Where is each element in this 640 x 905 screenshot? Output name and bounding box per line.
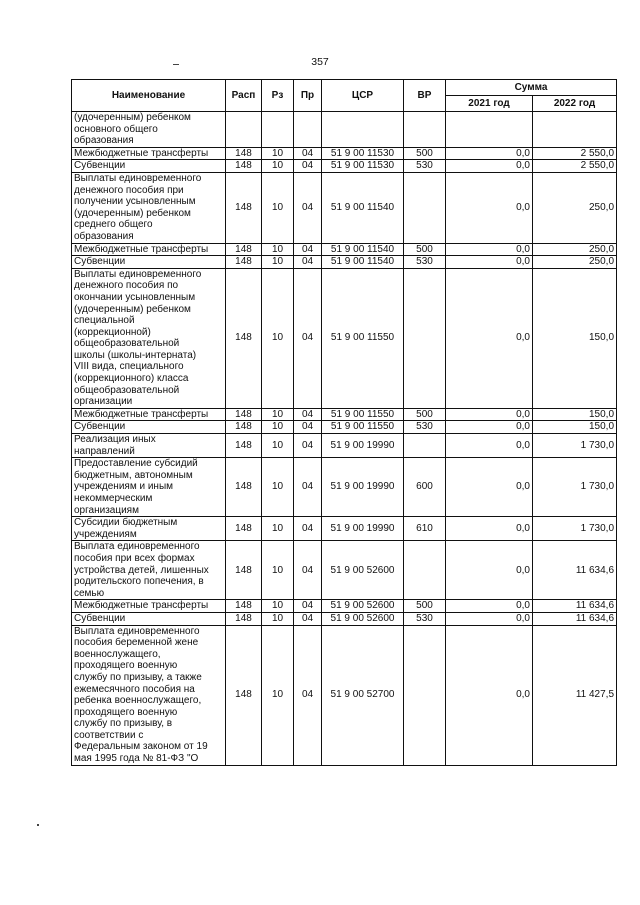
stray-dash-mark <box>173 64 179 65</box>
cell-y2022: 11 634,6 <box>533 541 617 600</box>
cell-y2021: 0,0 <box>446 172 533 243</box>
cell-y2021: 0,0 <box>446 517 533 541</box>
cell-y2021: 0,0 <box>446 541 533 600</box>
cell-y2021: 0,0 <box>446 612 533 625</box>
cell-y2022: 150,0 <box>533 408 617 421</box>
cell-vr: 610 <box>404 517 446 541</box>
cell-pr: 04 <box>294 256 322 269</box>
cell-csr: 51 9 00 11540 <box>322 256 404 269</box>
cell-csr: 51 9 00 11540 <box>322 243 404 256</box>
budget-table <box>71 79 617 766</box>
cell-y2021: 0,0 <box>446 256 533 269</box>
cell-rasp: 148 <box>226 160 262 173</box>
cell-pr: 04 <box>294 541 322 600</box>
table-row <box>72 517 617 541</box>
cell-rasp: 148 <box>226 458 262 517</box>
cell-rz: 10 <box>262 600 294 613</box>
cell-pr: 04 <box>294 408 322 421</box>
cell-name: Межбюджетные трансферты <box>72 600 226 613</box>
cell-vr: 500 <box>404 147 446 160</box>
cell-y2021: 0,0 <box>446 434 533 458</box>
cell-pr: 04 <box>294 612 322 625</box>
cell-y2022: 11 634,6 <box>533 612 617 625</box>
cell-rasp: 148 <box>226 408 262 421</box>
cell-pr: 04 <box>294 517 322 541</box>
table-row <box>72 112 617 148</box>
cell-pr: 04 <box>294 147 322 160</box>
cell-name: Субвенции <box>72 421 226 434</box>
table-row <box>72 243 617 256</box>
cell-vr: 500 <box>404 243 446 256</box>
cell-pr: 04 <box>294 625 322 765</box>
header-name: Наименование <box>72 80 226 112</box>
table-row <box>72 147 617 160</box>
table-body <box>72 112 617 766</box>
header-vr: ВР <box>404 80 446 112</box>
cell-vr <box>404 625 446 765</box>
cell-csr: 51 9 00 19990 <box>322 517 404 541</box>
cell-y2022: 2 550,0 <box>533 147 617 160</box>
cell-rz: 10 <box>262 408 294 421</box>
cell-rasp: 148 <box>226 600 262 613</box>
cell-rz: 10 <box>262 612 294 625</box>
cell-rz: 10 <box>262 172 294 243</box>
cell-y2022 <box>533 112 617 148</box>
cell-name: Субсидии бюджетным учреждениям <box>72 517 226 541</box>
cell-rz: 10 <box>262 268 294 408</box>
cell-vr <box>404 541 446 600</box>
cell-y2022: 11 634,6 <box>533 600 617 613</box>
cell-pr: 04 <box>294 458 322 517</box>
table-row <box>72 458 617 517</box>
cell-y2022: 1 730,0 <box>533 517 617 541</box>
cell-csr: 51 9 00 19990 <box>322 434 404 458</box>
cell-rasp: 148 <box>226 421 262 434</box>
cell-name: Субвенции <box>72 612 226 625</box>
cell-rz: 10 <box>262 160 294 173</box>
cell-pr: 04 <box>294 600 322 613</box>
cell-vr <box>404 112 446 148</box>
table-row <box>72 625 617 765</box>
cell-y2022: 150,0 <box>533 268 617 408</box>
cell-y2022: 1 730,0 <box>533 434 617 458</box>
cell-name: Предоставление субсидий бюджетным, автономным учреждениям и иным некоммерческим организациям <box>72 458 226 517</box>
cell-y2021: 0,0 <box>446 147 533 160</box>
header-2022: 2022 год <box>533 96 617 112</box>
cell-rz: 10 <box>262 434 294 458</box>
cell-csr: 51 9 00 11530 <box>322 160 404 173</box>
cell-rz: 10 <box>262 458 294 517</box>
cell-rasp: 148 <box>226 268 262 408</box>
cell-name: Субвенции <box>72 160 226 173</box>
cell-csr: 51 9 00 52600 <box>322 612 404 625</box>
margin-dot-mark <box>37 824 39 826</box>
cell-rasp: 148 <box>226 256 262 269</box>
cell-pr: 04 <box>294 172 322 243</box>
cell-vr <box>404 434 446 458</box>
cell-y2022: 2 550,0 <box>533 160 617 173</box>
page-number: 357 <box>311 56 329 68</box>
cell-y2021: 0,0 <box>446 243 533 256</box>
cell-name: (удочеренным) ребенком основного общего образования <box>72 112 226 148</box>
cell-name: Выплата единовременного пособия при всех формах устройства детей, лишенных родительского попечения, в семью <box>72 541 226 600</box>
cell-rasp: 148 <box>226 541 262 600</box>
cell-rz: 10 <box>262 243 294 256</box>
header-csr: ЦСР <box>322 80 404 112</box>
cell-rz <box>262 112 294 148</box>
table-row <box>72 434 617 458</box>
header-rz: Рз <box>262 80 294 112</box>
table-row <box>72 256 617 269</box>
cell-csr: 51 9 00 11550 <box>322 421 404 434</box>
cell-pr: 04 <box>294 268 322 408</box>
cell-vr <box>404 172 446 243</box>
cell-y2021 <box>446 112 533 148</box>
cell-rz: 10 <box>262 517 294 541</box>
cell-rasp: 148 <box>226 243 262 256</box>
cell-vr: 530 <box>404 160 446 173</box>
cell-rz: 10 <box>262 625 294 765</box>
cell-vr: 530 <box>404 256 446 269</box>
cell-csr: 51 9 00 52600 <box>322 541 404 600</box>
cell-vr: 530 <box>404 421 446 434</box>
cell-vr: 600 <box>404 458 446 517</box>
cell-name: Выплаты единовременного денежного пособия по окончании усыновленным (удочеренным) ребенком специальной (коррекционной) общеобразовательной школы (школы-интерната) VIII вида, специального (коррекционного) класса общеобразовательной организации <box>72 268 226 408</box>
cell-y2021: 0,0 <box>446 625 533 765</box>
cell-y2021: 0,0 <box>446 458 533 517</box>
cell-y2022: 250,0 <box>533 172 617 243</box>
cell-y2021: 0,0 <box>446 600 533 613</box>
cell-y2021: 0,0 <box>446 268 533 408</box>
table-row <box>72 600 617 613</box>
table-row <box>72 541 617 600</box>
cell-rasp: 148 <box>226 172 262 243</box>
cell-rz: 10 <box>262 421 294 434</box>
table-row <box>72 172 617 243</box>
cell-rz: 10 <box>262 541 294 600</box>
cell-rasp <box>226 112 262 148</box>
cell-y2021: 0,0 <box>446 408 533 421</box>
cell-rz: 10 <box>262 256 294 269</box>
header-pr: Пр <box>294 80 322 112</box>
table-row <box>72 421 617 434</box>
cell-rasp: 148 <box>226 625 262 765</box>
cell-pr <box>294 112 322 148</box>
table-row <box>72 408 617 421</box>
cell-csr: 51 9 00 11550 <box>322 408 404 421</box>
cell-y2022: 11 427,5 <box>533 625 617 765</box>
cell-y2022: 250,0 <box>533 256 617 269</box>
cell-name: Реализация иных направлений <box>72 434 226 458</box>
cell-rasp: 148 <box>226 612 262 625</box>
header-2021: 2021 год <box>446 96 533 112</box>
cell-csr: 51 9 00 11530 <box>322 147 404 160</box>
cell-rasp: 148 <box>226 517 262 541</box>
cell-pr: 04 <box>294 421 322 434</box>
cell-csr: 51 9 00 11540 <box>322 172 404 243</box>
cell-vr: 530 <box>404 612 446 625</box>
cell-y2021: 0,0 <box>446 160 533 173</box>
cell-name: Выплаты единовременного денежного пособия при получении усыновленным (удочеренным) ребенком среднего общего образования <box>72 172 226 243</box>
cell-pr: 04 <box>294 243 322 256</box>
header-rasp: Расп <box>226 80 262 112</box>
cell-rz: 10 <box>262 147 294 160</box>
cell-pr: 04 <box>294 160 322 173</box>
cell-name: Межбюджетные трансферты <box>72 243 226 256</box>
table-row <box>72 612 617 625</box>
cell-vr <box>404 268 446 408</box>
cell-name: Выплата единовременного пособия беременной жене военнослужащего, проходящего военную службу по призыву, а также ежемесячного пособия на ребенка военнослужащего, проходящего военную службу по призыву, в соответствии с Федеральным законом от 19 мая 1995 года № 81-ФЗ "О <box>72 625 226 765</box>
cell-y2022: 1 730,0 <box>533 458 617 517</box>
cell-name: Межбюджетные трансферты <box>72 408 226 421</box>
cell-vr: 500 <box>404 408 446 421</box>
header-sum: Сумма <box>446 80 617 96</box>
cell-csr: 51 9 00 11550 <box>322 268 404 408</box>
table-row <box>72 268 617 408</box>
cell-pr: 04 <box>294 434 322 458</box>
cell-name: Межбюджетные трансферты <box>72 147 226 160</box>
cell-csr: 51 9 00 19990 <box>322 458 404 517</box>
cell-csr <box>322 112 404 148</box>
cell-rasp: 148 <box>226 147 262 160</box>
cell-rasp: 148 <box>226 434 262 458</box>
cell-csr: 51 9 00 52600 <box>322 600 404 613</box>
cell-vr: 500 <box>404 600 446 613</box>
cell-y2022: 250,0 <box>533 243 617 256</box>
cell-y2022: 150,0 <box>533 421 617 434</box>
cell-csr: 51 9 00 52700 <box>322 625 404 765</box>
cell-name: Субвенции <box>72 256 226 269</box>
table-row <box>72 160 617 173</box>
cell-y2021: 0,0 <box>446 421 533 434</box>
